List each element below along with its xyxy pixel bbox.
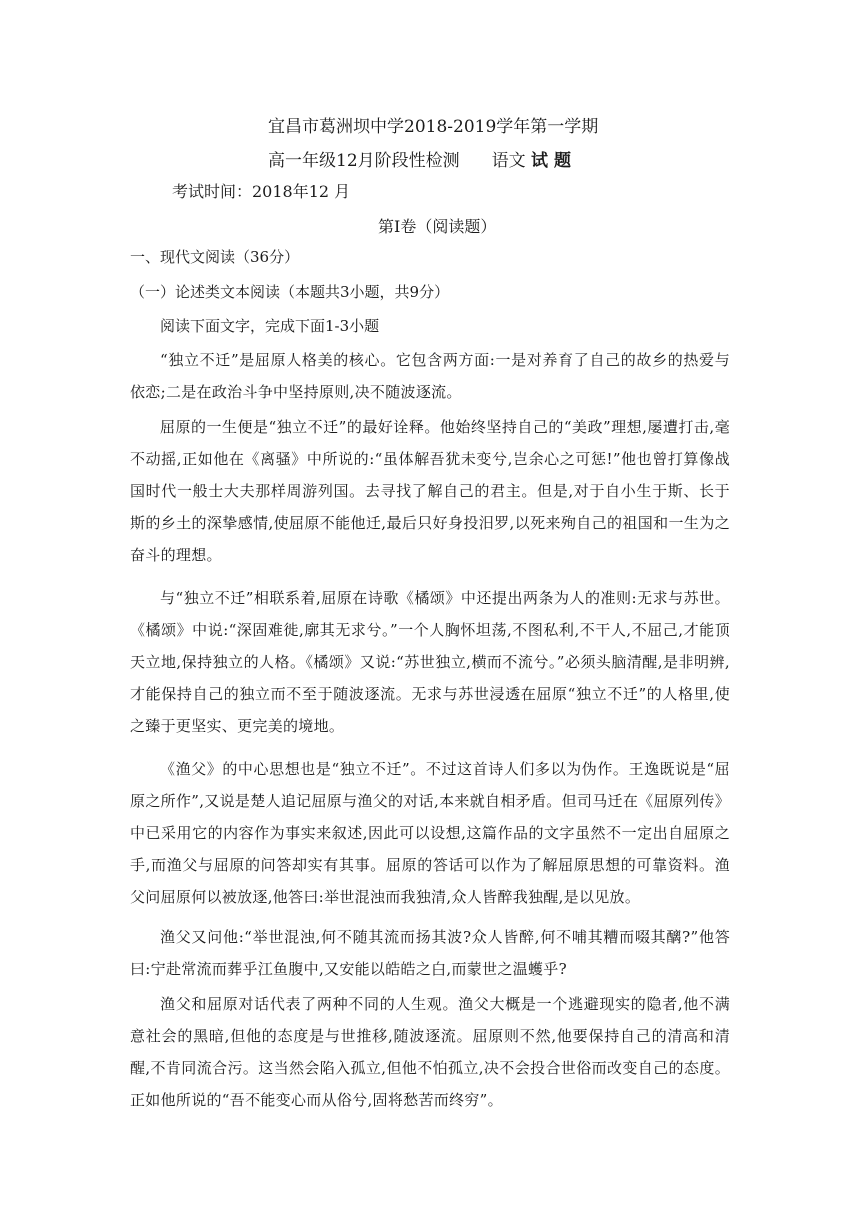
article-paragraph: 《渔父》的中心思想也是“独立不迁”。不过这首诗人们多以为伪作。王逸既说是“屈原之所作”,又说是楚人追记屈原与渔父的对话,本来就自相矛盾。但司马迁在《屈原列传》中已采用它的内容作为事实来叙述,因此可以设想,这篇作品的文字虽然不一定出自屈原之手,而渔父与屈原的问答却实有其事。屈原的答话可以作为了解屈原思想的可靠资料。渔父问屈原何以被放逐,他答曰:举世混浊而我独清,众人皆醉我独醒,是以见放。 <box>130 760 730 906</box>
exam-title-line2 <box>268 146 571 171</box>
volume-title: 第Ⅰ卷（阅读题） <box>378 217 497 236</box>
article-paragraph: “独立不迁”是屈原人格美的核心。它包含两方面:一是对养育了自己的故乡的热爱与依恋;二是在政治斗争中坚持原则,决不随波逐流。 <box>130 351 730 401</box>
section-heading: 一、现代文阅读（36分） <box>130 248 300 266</box>
reading-instruction: 阅读下面文字，完成下面1-3小题 <box>160 317 380 335</box>
article-paragraph: 与“独立不迁”相联系着,屈原在诗歌《橘颂》中还提出两条为人的准则:无求与苏世。《橘颂》中说:“深固难徙,廓其无求兮。”一个人胸怀坦荡,不图私利,不干人,不屈己,才能顶天立地,保持独立的人格。《橘颂》又说:“苏世独立,横而不流兮。”必须头脑清醒,是非明辨,才能保持自己的独立而不至于随波逐流。无求与苏世浸透在屈原“独立不迁”的人格里,使之臻于更坚实、更完美的境地。 <box>130 589 730 735</box>
subsection-heading: （一）论述类文本阅读（本题共3小题，共9分） <box>130 283 450 301</box>
exam-title-line1: 宜昌市葛洲坝中学2018-2019学年第一学期 <box>268 117 599 137</box>
article-paragraph: 渔父和屈原对话代表了两种不同的人生观。渔父大概是一个逃避现实的隐者,他不满意社会的黑暗,但他的态度是与世推移,随波逐流。屈原则不然,他要保持自己的清高和清醒,不肯同流合污。这当然会陷入孤立,但他不怕孤立,决不会投合世俗而改变自己的态度。正如他所说的“吾不能变心而从俗兮,固将愁苦而终穷”。 <box>130 995 730 1109</box>
article-paragraph: 渔父又问他:“举世混浊,何不随其流而扬其波?众人皆醉,何不哺其糟而啜其醨?”他答曰:宁赴常流而葬乎江鱼腹中,又安能以皓皓之白,而蒙世之温蠖乎? <box>130 928 730 978</box>
grade-test-label: 高一年级12月阶段性检测 <box>268 151 460 171</box>
article-paragraph: 屈原的一生便是“独立不迁”的最好诠释。他始终坚持自己的“美政”理想,屡遭打击,毫不动摇,正如他在《离骚》中所说的:“虽体解吾犹未变兮,岂余心之可惩!”他也曾打算像战国时代一般士大夫那样周游列国。去寻找了解自己的君主。但是,对于自小生于斯、长于斯的乡土的深挚感情,使屈原不能他迁,最后只好身投汨罗,以死来殉自己的祖国和一生为之奋斗的理想。 <box>130 418 730 564</box>
test-label: 试 题 <box>531 151 571 171</box>
subject-label: 语文 <box>491 151 526 171</box>
exam-time: 考试时间：2018年12 月 <box>172 182 351 201</box>
